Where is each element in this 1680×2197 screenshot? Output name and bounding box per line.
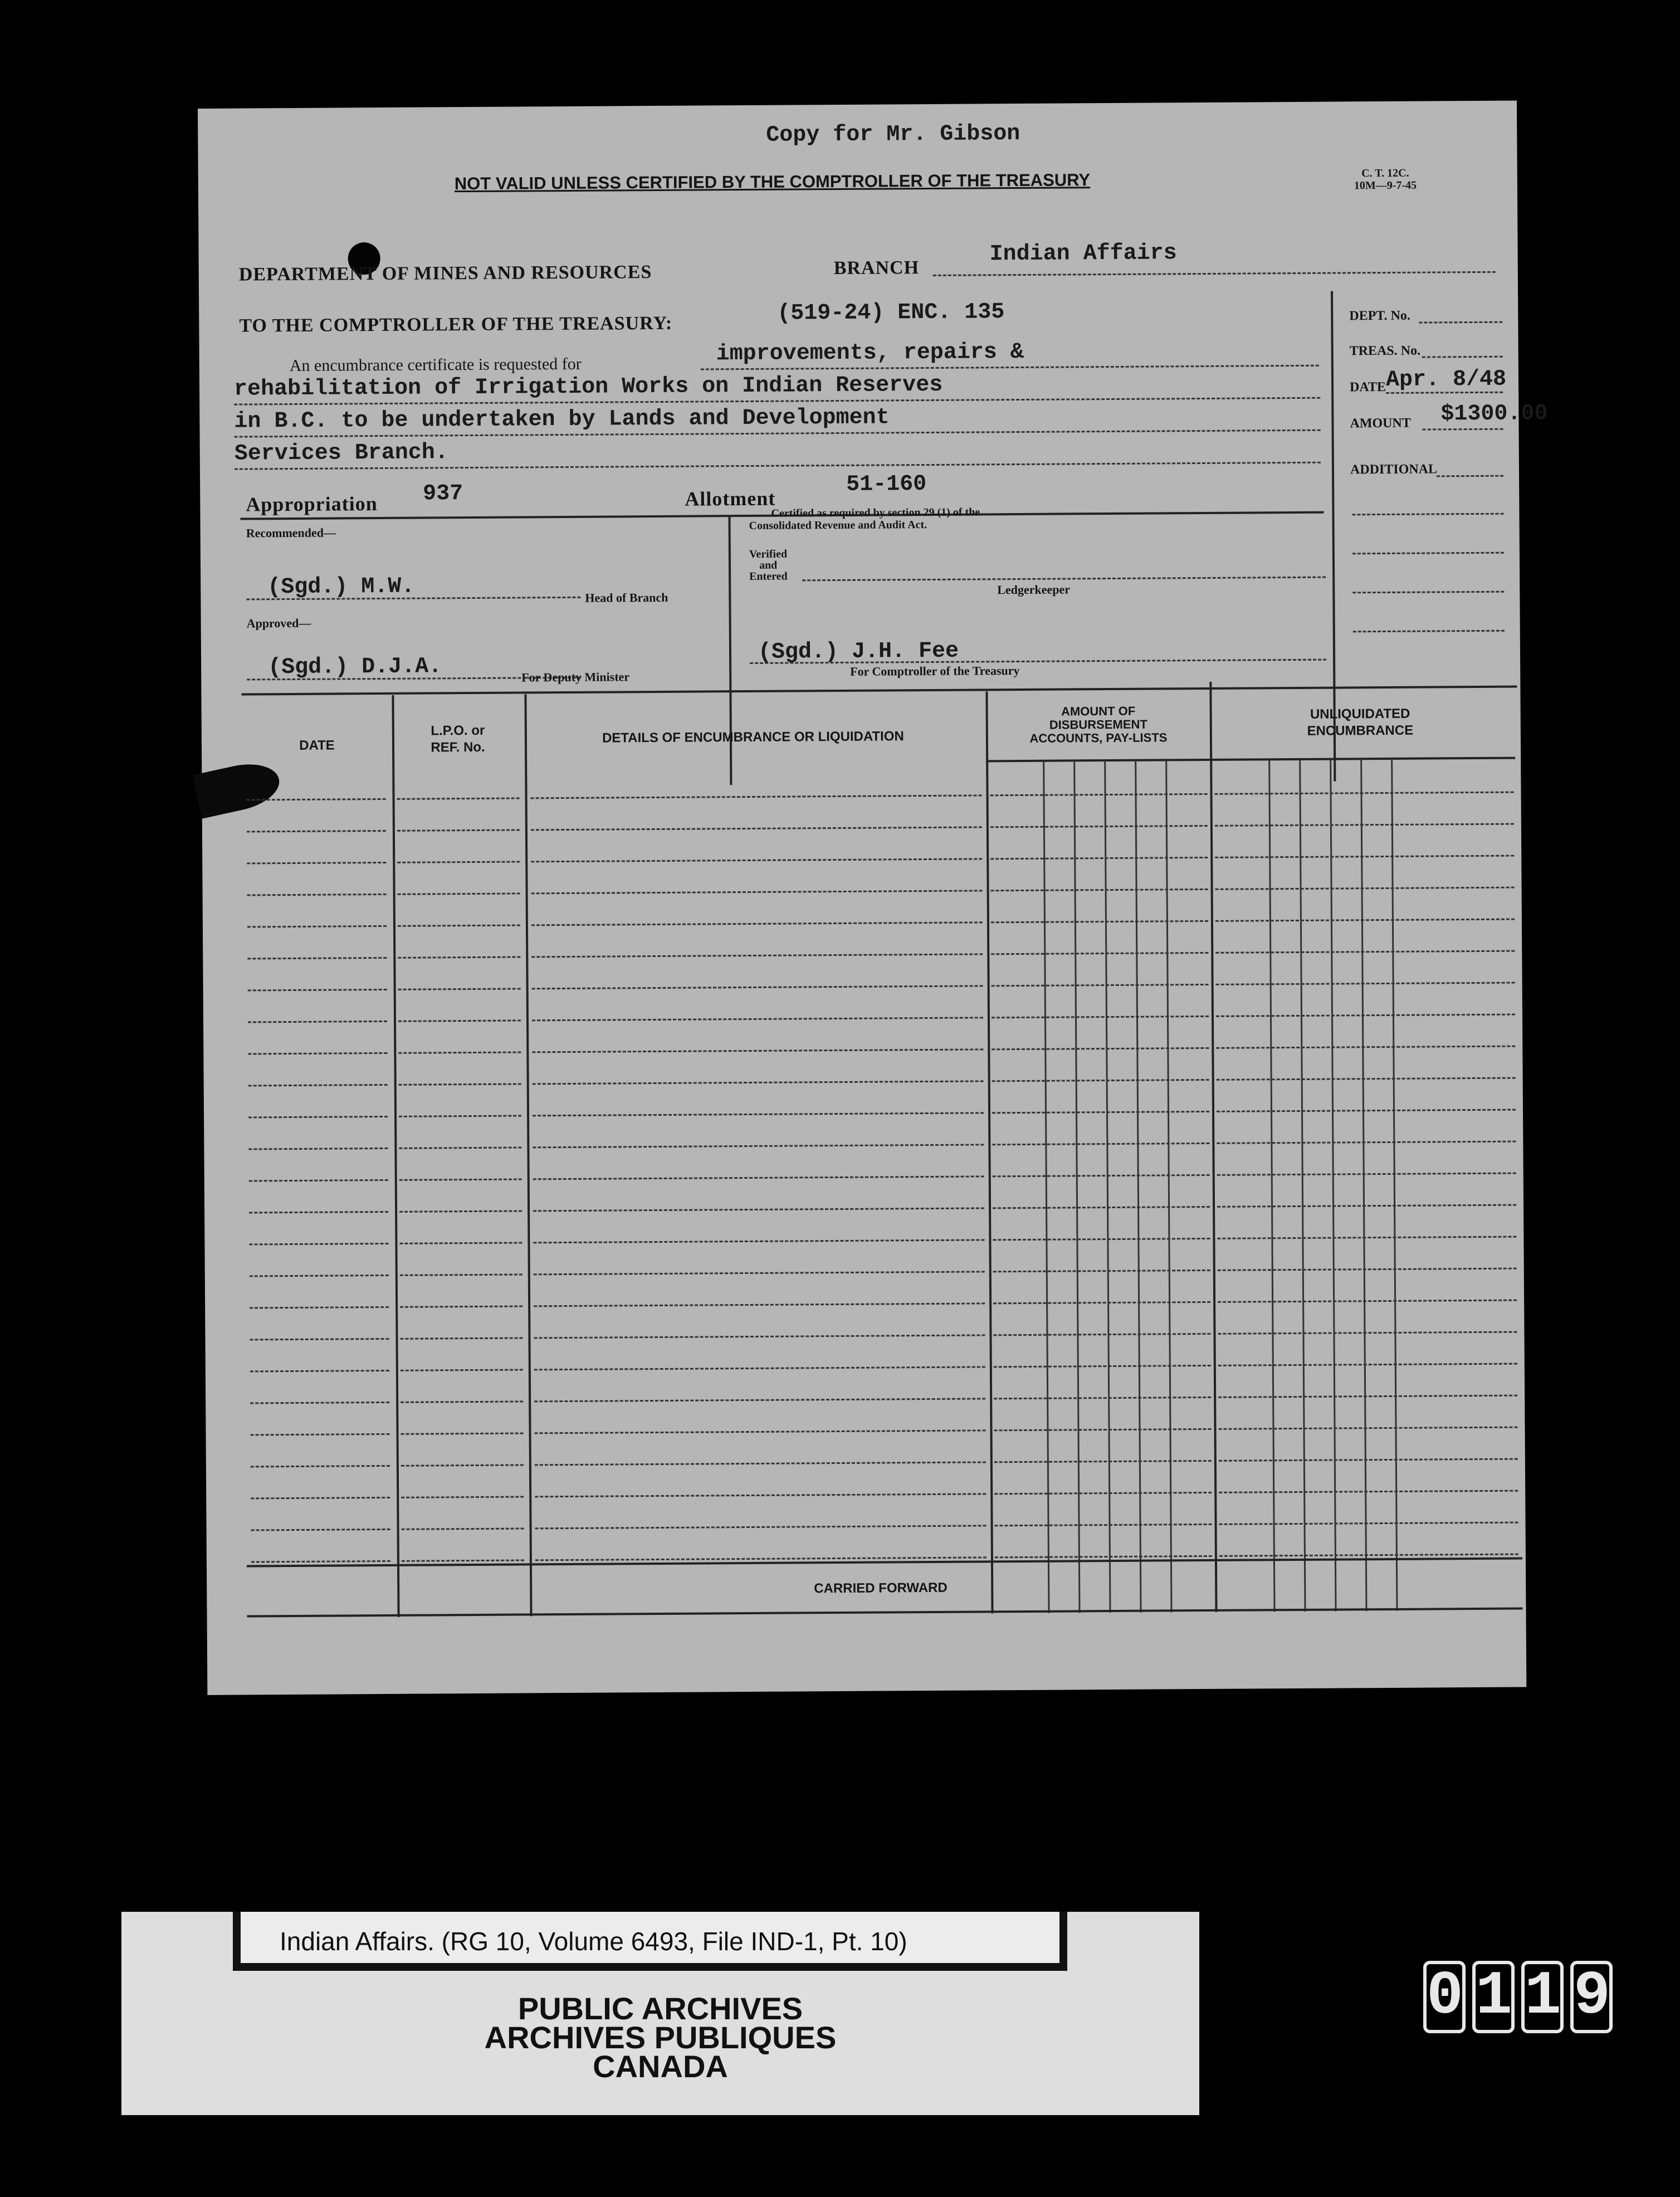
ledger-rule	[992, 984, 1209, 987]
amount-label: AMOUNT	[1350, 416, 1411, 431]
col-amount-header	[987, 704, 1210, 745]
validity-notice: NOT VALID UNLESS CERTIFIED BY THE COMPTROLLER OF THE TREASURY	[454, 170, 1091, 194]
approved-label: Approved—	[246, 616, 311, 631]
ledger-rule	[1217, 1109, 1516, 1112]
allotment-label: Allotment	[685, 487, 776, 510]
ledger-rule	[991, 888, 1208, 891]
col-divider-ref	[524, 694, 532, 1616]
pointer-shadow	[193, 757, 284, 818]
amount-subcol-3	[1104, 760, 1111, 1613]
ledger-rule	[532, 1048, 983, 1053]
ledger-rule	[1215, 919, 1515, 922]
additional-label: ADDITIONAL	[1350, 462, 1438, 477]
ledger-rule	[535, 1461, 986, 1466]
ledger-rule	[1218, 1331, 1517, 1335]
ledger-rule	[401, 1369, 523, 1371]
ledger-rule	[398, 1019, 521, 1022]
ledger-rule	[993, 1206, 1210, 1209]
ledger-rule	[248, 1116, 388, 1119]
branch-value: Indian Affairs	[989, 241, 1177, 267]
archive-name-line-1: PUBLIC ARCHIVES	[517, 1991, 803, 2026]
ledger-rule	[533, 1175, 984, 1180]
ledger-rule	[994, 1397, 1211, 1399]
ledger-rule	[531, 953, 983, 958]
ledger-bottom-rule	[247, 1608, 1523, 1618]
ledger-rule	[1217, 1173, 1516, 1176]
ledger-rule	[398, 1051, 521, 1053]
ledger-top-rule	[241, 686, 1517, 696]
carried-forward-label: CARRIED FORWARD	[814, 1580, 948, 1597]
unliq-subcol-4	[1360, 759, 1367, 1611]
amount-subcol-4	[1135, 760, 1141, 1613]
ledger-rule	[250, 1275, 389, 1277]
to-comptroller-ref: (519-24) ENC. 135	[777, 300, 1005, 326]
ledger-rule	[249, 1179, 388, 1182]
col-unliq-line-1: UNLIQUIDATED	[1310, 706, 1410, 722]
head-of-branch-label: Head of Branch	[585, 590, 668, 605]
ledger-rule	[247, 957, 387, 960]
amount-subcol-5	[1165, 760, 1172, 1612]
ledger-rule	[400, 1337, 522, 1339]
ledger-rule	[534, 1334, 985, 1339]
additional-line-2	[1352, 513, 1503, 516]
ledger-rule	[251, 1465, 390, 1468]
request-line-3: in B.C. to be undertaken by Lands and Development	[234, 405, 890, 434]
ledger-rule	[1218, 1363, 1517, 1366]
ledger-rule	[995, 1524, 1212, 1526]
ledger-rule	[248, 1148, 388, 1150]
ledger-rule	[1219, 1458, 1518, 1462]
ledger-rule	[399, 1083, 521, 1085]
additional-line-3	[1352, 552, 1504, 555]
approved-signature: (Sgd.) D.J.A.	[267, 654, 442, 681]
treas-no-label: TREAS. No.	[1349, 343, 1421, 359]
col-amount-line-2: DISBURSEMENT	[1049, 717, 1147, 732]
ledger-rule	[531, 826, 982, 831]
col-lpo-header	[394, 722, 522, 756]
date-label: DATE	[1350, 379, 1386, 395]
amount-subcol-2	[1073, 760, 1080, 1613]
ledger-rule	[401, 1496, 524, 1498]
ledger-rule	[399, 1242, 522, 1244]
ledger-rule	[1215, 950, 1515, 954]
ledger-rule	[532, 985, 983, 989]
ledger-rule	[534, 1366, 985, 1370]
certified-text	[749, 506, 980, 532]
archive-label	[121, 1912, 1199, 2115]
certified-line-1: Certified as required by section 29 (1) of the	[771, 506, 980, 520]
col-amount-line-3: ACCOUNTS, PAY-LISTS	[1029, 730, 1168, 745]
unliq-subcol-1	[1268, 759, 1275, 1612]
ledger-rule	[401, 1464, 524, 1466]
ledger-rule	[1219, 1490, 1518, 1493]
ledger-rule	[992, 1079, 1209, 1082]
ledger-rule	[398, 892, 520, 895]
ledger-rule	[247, 862, 386, 865]
archive-reference-box	[233, 1912, 1067, 1971]
ledger-rule	[1219, 1554, 1518, 1557]
ledger-rule	[402, 1559, 524, 1561]
form-code-line-1: C. T. 12C.	[1361, 167, 1409, 180]
ledger-line	[802, 577, 1326, 582]
ledger-rule	[248, 989, 387, 992]
col-details-header: DETAILS OF ENCUMBRANCE OR LIQUIDATION	[602, 729, 904, 746]
col-lpo-line-2: REF. No.	[431, 739, 485, 755]
dept-no-label: DEPT. No.	[1349, 308, 1410, 324]
ledgerkeeper-label: Ledgerkeeper	[997, 582, 1071, 597]
ledger-rule	[1215, 855, 1514, 858]
ledger-rule	[992, 1143, 1209, 1145]
ledger-rule	[398, 988, 521, 990]
col-unliq-line-2: ENCUMBRANCE	[1307, 722, 1414, 739]
frame-digit-3: 1	[1521, 1961, 1564, 2033]
ledger-rule	[397, 861, 520, 863]
ledger-rule	[992, 1015, 1209, 1018]
ledger-rule	[993, 1238, 1210, 1241]
col-divider-amount	[1209, 682, 1217, 1612]
archive-name-line-2: ARCHIVES PUBLIQUES	[484, 2020, 837, 2055]
additional-line-5	[1353, 630, 1505, 633]
ledger-rule	[401, 1432, 524, 1434]
appropriation-value: 937	[423, 481, 463, 507]
unliq-subcol-2	[1299, 759, 1306, 1612]
date-value: Apr. 8/48	[1385, 367, 1507, 393]
ledger-rule	[1218, 1268, 1517, 1271]
dept-no-line	[1419, 321, 1502, 324]
ledger-rule	[533, 1080, 984, 1085]
ledger-rule	[535, 1525, 986, 1529]
ledger-rule	[251, 1560, 390, 1563]
additional-line-4	[1352, 591, 1504, 594]
ledger-rule	[995, 1555, 1212, 1558]
appropriation-label: Appropriation	[246, 492, 378, 516]
ledger-rule	[534, 1398, 985, 1402]
ledger-rule	[1219, 1522, 1518, 1525]
frame-digit-1: 0	[1423, 1961, 1466, 2033]
ledger-rule	[399, 1115, 521, 1117]
amount-subcol-1	[1043, 761, 1049, 1613]
ledger-rule	[533, 1112, 984, 1116]
recommended-label: Recommended—	[246, 525, 336, 540]
request-line-1: improvements, repairs &	[716, 339, 1024, 367]
ledger-rule	[993, 1174, 1210, 1177]
ledger-rule	[250, 1338, 389, 1341]
ledger-rows	[198, 101, 1517, 109]
branch-label: BRANCH	[833, 257, 920, 279]
ledger-rule	[1215, 887, 1515, 890]
ledger-rule	[991, 952, 1208, 955]
ledger-rule	[251, 1497, 390, 1500]
ledger-rule	[399, 1146, 521, 1149]
verified-line-2: and	[759, 559, 778, 572]
ledger-rule	[533, 1239, 984, 1243]
encumbrance-form	[198, 101, 1548, 1695]
ledger-rule	[1218, 1395, 1517, 1398]
comptroller-signature: (Sgd.) J.H. Fee	[758, 638, 959, 665]
recommended-signature: (Sgd.) M.W.	[267, 574, 415, 600]
verified-entered	[749, 549, 788, 582]
ledger-rule	[1218, 1300, 1517, 1303]
ledger-rule	[992, 1047, 1209, 1050]
col-unliquidated-header	[1221, 705, 1500, 740]
frame-digit-2: 1	[1472, 1961, 1515, 2033]
ledger-rule	[994, 1365, 1211, 1368]
for-deputy-label: For Deputy Minister	[521, 670, 630, 685]
copy-note: Copy for Mr. Gibson	[766, 121, 1020, 148]
ledger-rule	[249, 1243, 388, 1246]
branch-line	[933, 271, 1496, 276]
ledger-rule	[250, 1402, 389, 1404]
ledger-rule	[531, 921, 983, 926]
ledger-rule	[992, 1111, 1209, 1114]
frame-digit-4: 9	[1570, 1961, 1613, 2033]
ledger-rule	[250, 1370, 389, 1373]
ledger-rule	[535, 1429, 986, 1434]
ledger-rule	[1217, 1204, 1516, 1208]
ledger-rule	[247, 830, 386, 833]
archive-name	[121, 1991, 1199, 2084]
unliq-subcol-5	[1391, 759, 1398, 1611]
ledger-rule	[251, 1529, 390, 1531]
ledger-rule	[531, 890, 983, 894]
col-date-header: DATE	[299, 738, 335, 753]
ledger-rule	[402, 1527, 524, 1530]
ledger-rule	[1217, 1236, 1516, 1239]
for-comptroller-label: For Comptroller of the Treasury	[850, 663, 1020, 678]
ledger-rule	[1216, 1046, 1515, 1049]
ledger-rule	[533, 1207, 984, 1212]
ledger-rule	[532, 1017, 983, 1021]
ledger-rule	[251, 1433, 390, 1436]
ledger-rule	[248, 1052, 387, 1055]
money-header-rule	[986, 757, 1515, 763]
ledger-rule	[397, 797, 520, 799]
col-divider-details	[985, 691, 993, 1613]
unliq-subcol-3	[1330, 759, 1336, 1612]
ledger-rule	[1216, 1014, 1515, 1017]
ledger-rule	[399, 1210, 522, 1212]
form-code	[1354, 167, 1417, 192]
ledger-rule	[1217, 1141, 1516, 1144]
ledger-rule	[534, 1271, 985, 1275]
ledger-rule	[398, 924, 520, 926]
request-line-2: rehabilitation of Irrigation Works on Indian Reserves	[233, 372, 943, 402]
form-code-line-2: 10M—9-7-45	[1354, 179, 1417, 192]
ledger-rule	[248, 1084, 388, 1087]
frame-counter	[1423, 1961, 1613, 2033]
allotment-value: 51-160	[846, 472, 927, 497]
ledger-rule	[533, 1144, 984, 1148]
ledger-rule	[247, 894, 387, 896]
amount-value: $1300.00	[1440, 401, 1548, 427]
ledger-rule	[400, 1273, 522, 1276]
ledger-rule	[247, 925, 387, 928]
ledger-rule	[399, 1178, 522, 1180]
verified-line-3: Entered	[749, 570, 788, 583]
ledger-rule	[248, 1021, 387, 1023]
ledger-rule	[990, 793, 1208, 796]
col-divider-date	[392, 695, 399, 1617]
date-line	[1386, 392, 1503, 394]
ledger-rule	[993, 1333, 1210, 1336]
col-amount-line-1: AMOUNT OF	[1061, 704, 1136, 719]
ledger-rule	[994, 1428, 1212, 1431]
ledger-rule	[535, 1493, 986, 1497]
ledger-rule	[401, 1400, 523, 1403]
ledger-rule	[1219, 1427, 1518, 1430]
to-comptroller-label: TO THE COMPTROLLER OF THE TREASURY:	[239, 313, 673, 336]
ledger-rule	[397, 829, 520, 831]
ledger-rule	[994, 1460, 1212, 1463]
ledger-rule	[1215, 823, 1514, 827]
ledger-rule	[990, 825, 1208, 828]
verified-line-1: Verified	[749, 548, 788, 560]
ledger-rule	[1217, 1077, 1516, 1081]
ledger-rule	[993, 1270, 1210, 1272]
additional-line-1	[1437, 475, 1503, 477]
treas-no-line	[1422, 356, 1503, 358]
ledger-rule	[991, 920, 1208, 923]
ledger-rule	[400, 1305, 522, 1307]
certified-line-2: Consolidated Revenue and Audit Act.	[749, 519, 927, 532]
archive-reference: Indian Affairs. (RG 10, Volume 6493, File IND-1, Pt. 10)	[280, 1927, 907, 1956]
archive-name-line-3: CANADA	[593, 2049, 728, 2084]
ledger-rule	[531, 794, 982, 799]
ledger-rule	[994, 1492, 1212, 1495]
department-name: DEPARTMENT OF MINES AND RESOURCES	[238, 262, 652, 285]
ledger-rule	[1215, 792, 1514, 795]
ledger-rule	[990, 857, 1208, 860]
ledger-rule	[531, 858, 982, 862]
ledger-rule	[398, 956, 520, 958]
col-lpo-line-1: L.P.O. or	[431, 722, 485, 739]
ledger-rule	[249, 1211, 388, 1214]
request-label: An encumbrance certificate is requested for	[289, 354, 582, 375]
amount-line	[1423, 428, 1503, 431]
request-line-4: Services Branch.	[234, 440, 448, 467]
ledger-rule	[993, 1301, 1210, 1304]
ledger-rule	[247, 798, 386, 801]
ledger-rule	[534, 1302, 985, 1307]
ledger-rule	[250, 1306, 389, 1309]
ledger-rule	[1216, 982, 1515, 985]
